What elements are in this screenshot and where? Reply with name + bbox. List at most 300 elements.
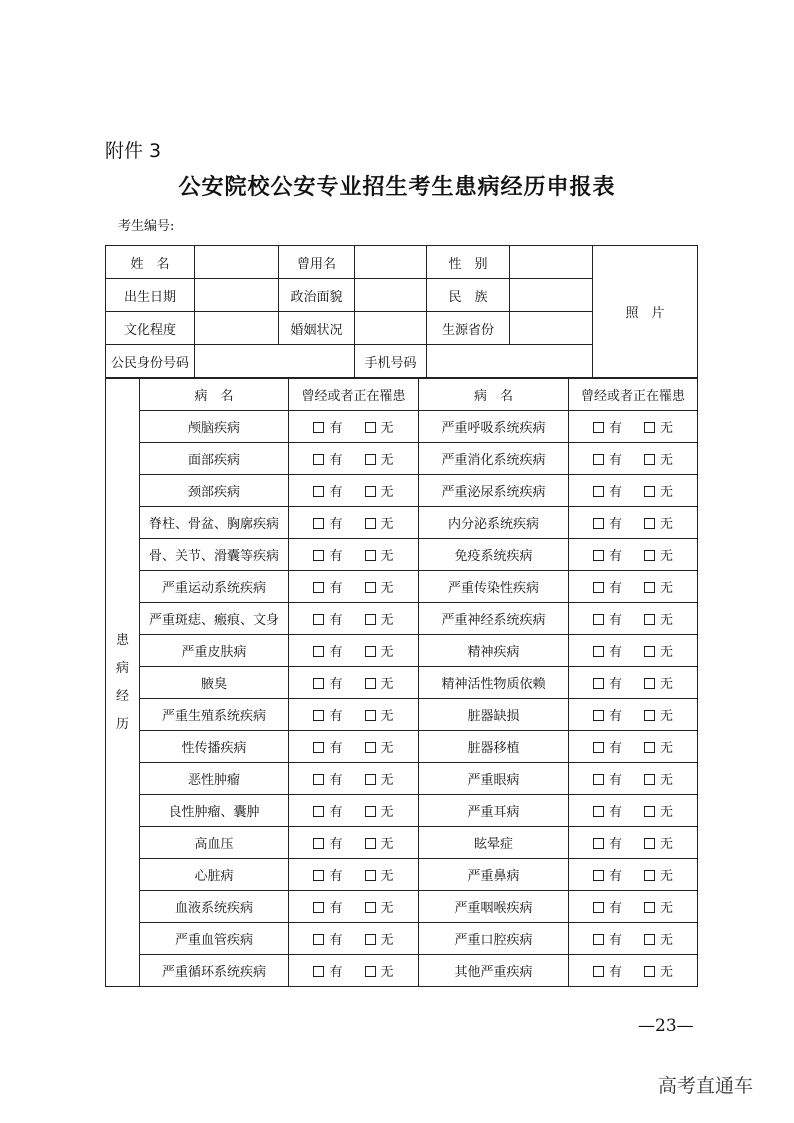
- checkbox-yes[interactable]: [313, 582, 324, 593]
- table-row: [106, 411, 698, 443]
- disease-name-header: 病 名: [419, 379, 569, 411]
- option-yes[interactable]: [593, 769, 622, 788]
- option-yes[interactable]: [593, 929, 622, 948]
- option-yes[interactable]: [593, 897, 622, 916]
- option-yes-label: 有: [608, 901, 622, 916]
- checkbox-yes[interactable]: [593, 934, 604, 945]
- checkbox-no[interactable]: [365, 774, 376, 785]
- right-status-cell: [569, 699, 698, 731]
- checkbox-no[interactable]: [644, 966, 655, 977]
- left-status-cell: [289, 475, 419, 507]
- disease-status-header: 曾经或者正在罹患: [289, 379, 419, 411]
- option-no[interactable]: [365, 481, 394, 500]
- right-status-cell: [569, 955, 698, 987]
- checkbox-no[interactable]: [365, 678, 376, 689]
- checkbox-no[interactable]: [365, 422, 376, 433]
- checkbox-yes[interactable]: [313, 678, 324, 689]
- origin-province-label: 生源省份: [427, 312, 510, 345]
- checkbox-yes[interactable]: [313, 742, 324, 753]
- option-no-label: 无: [660, 805, 674, 820]
- id-number-label: 公民身份号码: [106, 345, 195, 378]
- disease-name-left: 高血压: [140, 827, 289, 859]
- checkbox-no[interactable]: [365, 742, 376, 753]
- left-status-cell: [289, 891, 419, 923]
- option-no[interactable]: [365, 417, 394, 436]
- checkbox-no[interactable]: [644, 902, 655, 913]
- checkbox-no[interactable]: [644, 934, 655, 945]
- disease-name-right: 内分泌系统疾病: [419, 507, 569, 539]
- checkbox-yes[interactable]: [593, 422, 604, 433]
- left-status-cell: [289, 859, 419, 891]
- disease-name-left: 严重循环系统疾病: [140, 955, 289, 987]
- checkbox-no[interactable]: [644, 422, 655, 433]
- table-row: [106, 827, 698, 859]
- option-yes[interactable]: [313, 609, 342, 628]
- disease-name-right: 严重耳病: [419, 795, 569, 827]
- option-no[interactable]: [365, 449, 394, 468]
- checkbox-no[interactable]: [365, 870, 376, 881]
- former-name-label: 曾用名: [279, 246, 355, 279]
- checkbox-no[interactable]: [365, 934, 376, 945]
- option-no[interactable]: [644, 513, 673, 532]
- option-yes[interactable]: [593, 705, 622, 724]
- option-no[interactable]: [644, 801, 673, 820]
- checkbox-yes[interactable]: [313, 902, 324, 913]
- option-no-label: 无: [660, 933, 674, 948]
- option-yes-label: 有: [329, 517, 343, 532]
- right-status-cell: [569, 923, 698, 955]
- disease-name-right: 精神疾病: [419, 635, 569, 667]
- table-row: [106, 923, 698, 955]
- option-no[interactable]: [644, 865, 673, 884]
- option-yes-label: 有: [329, 549, 343, 564]
- option-yes[interactable]: [593, 865, 622, 884]
- left-status-cell: [289, 603, 419, 635]
- option-no-label: 无: [660, 741, 674, 756]
- left-status-cell: [289, 731, 419, 763]
- right-status-cell: [569, 891, 698, 923]
- disease-name-right: 免疫系统疾病: [419, 539, 569, 571]
- option-yes-label: 有: [329, 485, 343, 500]
- checkbox-yes[interactable]: [593, 454, 604, 465]
- option-yes[interactable]: [313, 769, 342, 788]
- checkbox-yes[interactable]: [313, 710, 324, 721]
- birth-date-field[interactable]: [195, 279, 279, 312]
- option-yes[interactable]: [593, 609, 622, 628]
- checkbox-yes[interactable]: [313, 806, 324, 817]
- checkbox-no[interactable]: [644, 838, 655, 849]
- option-yes-label: 有: [329, 709, 343, 724]
- left-status-cell: [289, 955, 419, 987]
- option-no[interactable]: [644, 577, 673, 596]
- option-yes[interactable]: [593, 737, 622, 756]
- disease-name-left: 性传播疾病: [140, 731, 289, 763]
- checkbox-yes[interactable]: [593, 774, 604, 785]
- option-no[interactable]: [365, 737, 394, 756]
- disease-name-right: 其他严重疾病: [419, 955, 569, 987]
- checkbox-yes[interactable]: [313, 934, 324, 945]
- option-yes[interactable]: [313, 929, 342, 948]
- exam-number-label: 考生编号:: [118, 219, 175, 234]
- right-status-cell: [569, 411, 698, 443]
- option-no[interactable]: [365, 673, 394, 692]
- option-yes-label: 有: [608, 645, 622, 660]
- option-yes[interactable]: [593, 577, 622, 596]
- option-no-label: 无: [660, 517, 674, 532]
- left-status-cell: [289, 699, 419, 731]
- option-no[interactable]: [644, 449, 673, 468]
- option-yes-label: 有: [329, 613, 343, 628]
- phone-label: 手机号码: [355, 345, 427, 378]
- option-no-label: 无: [380, 805, 394, 820]
- checkbox-yes[interactable]: [593, 550, 604, 561]
- table-row: [106, 699, 698, 731]
- checkbox-no[interactable]: [365, 454, 376, 465]
- political-status-label: 政治面貌: [279, 279, 355, 312]
- option-yes[interactable]: [593, 833, 622, 852]
- ethnicity-label: 民 族: [427, 279, 510, 312]
- gender-field[interactable]: [510, 246, 593, 279]
- side-label-char: 患: [115, 632, 129, 648]
- option-no[interactable]: [365, 961, 394, 980]
- left-status-cell: [289, 443, 419, 475]
- option-yes-label: 有: [329, 901, 343, 916]
- checkbox-yes[interactable]: [313, 518, 324, 529]
- option-yes-label: 有: [329, 677, 343, 692]
- option-yes[interactable]: [313, 897, 342, 916]
- option-no-label: 无: [660, 581, 674, 596]
- checkbox-yes[interactable]: [313, 486, 324, 497]
- option-no-label: 无: [380, 933, 394, 948]
- table-row: [106, 443, 698, 475]
- checkbox-no[interactable]: [365, 550, 376, 561]
- id-number-field[interactable]: [195, 345, 355, 378]
- checkbox-no[interactable]: [365, 582, 376, 593]
- checkbox-yes[interactable]: [313, 870, 324, 881]
- option-no-label: 无: [660, 965, 674, 980]
- right-status-cell: [569, 571, 698, 603]
- option-yes-label: 有: [329, 869, 343, 884]
- option-yes[interactable]: [313, 417, 342, 436]
- checkbox-no[interactable]: [644, 870, 655, 881]
- option-yes-label: 有: [329, 741, 343, 756]
- checkbox-yes[interactable]: [593, 902, 604, 913]
- disease-name-left: 面部疾病: [140, 443, 289, 475]
- option-yes[interactable]: [593, 417, 622, 436]
- disease-name-left: 心脏病: [140, 859, 289, 891]
- option-no-label: 无: [660, 613, 674, 628]
- option-yes[interactable]: [313, 577, 342, 596]
- table-row: [106, 763, 698, 795]
- disease-name-right: 精神活性物质依赖: [419, 667, 569, 699]
- disease-history-table: [105, 378, 698, 987]
- birth-date-label: 出生日期: [106, 279, 195, 312]
- checkbox-yes[interactable]: [313, 646, 324, 657]
- option-yes-label: 有: [329, 645, 343, 660]
- option-no-label: 无: [380, 837, 394, 852]
- table-row: [106, 635, 698, 667]
- option-no[interactable]: [365, 513, 394, 532]
- option-no[interactable]: [644, 481, 673, 500]
- checkbox-no[interactable]: [644, 582, 655, 593]
- right-status-cell: [569, 859, 698, 891]
- checkbox-yes[interactable]: [593, 486, 604, 497]
- marital-status-field[interactable]: [355, 312, 427, 345]
- option-no[interactable]: [365, 545, 394, 564]
- option-no[interactable]: [365, 705, 394, 724]
- option-no[interactable]: [644, 673, 673, 692]
- option-no[interactable]: [365, 929, 394, 948]
- option-no[interactable]: [365, 577, 394, 596]
- checkbox-yes[interactable]: [313, 838, 324, 849]
- brand-watermark: 高考直通车: [658, 1075, 754, 1097]
- checkbox-no[interactable]: [644, 678, 655, 689]
- option-no-label: 无: [380, 645, 394, 660]
- option-yes[interactable]: [313, 673, 342, 692]
- option-yes-label: 有: [329, 421, 343, 436]
- option-no-label: 无: [660, 453, 674, 468]
- table-row: [106, 891, 698, 923]
- checkbox-no[interactable]: [365, 806, 376, 817]
- checkbox-no[interactable]: [644, 614, 655, 625]
- checkbox-no[interactable]: [365, 902, 376, 913]
- option-yes[interactable]: [313, 545, 342, 564]
- option-yes[interactable]: [313, 801, 342, 820]
- option-yes-label: 有: [329, 837, 343, 852]
- checkbox-yes[interactable]: [313, 422, 324, 433]
- checkbox-no[interactable]: [644, 806, 655, 817]
- phone-field[interactable]: [427, 345, 593, 378]
- disease-name-right: 严重神经系统疾病: [419, 603, 569, 635]
- option-yes[interactable]: [313, 961, 342, 980]
- option-no[interactable]: [644, 897, 673, 916]
- option-yes[interactable]: [593, 961, 622, 980]
- option-no-label: 无: [380, 677, 394, 692]
- option-yes-label: 有: [608, 677, 622, 692]
- disease-name-left: 严重斑痣、瘢痕、文身: [140, 603, 289, 635]
- option-no-label: 无: [660, 709, 674, 724]
- checkbox-yes[interactable]: [313, 966, 324, 977]
- disease-name-left: 颈部疾病: [140, 475, 289, 507]
- checkbox-yes[interactable]: [593, 678, 604, 689]
- checkbox-yes[interactable]: [313, 550, 324, 561]
- option-no[interactable]: [644, 545, 673, 564]
- option-no[interactable]: [644, 641, 673, 660]
- left-status-cell: [289, 571, 419, 603]
- table-row: [106, 603, 698, 635]
- checkbox-no[interactable]: [365, 838, 376, 849]
- checkbox-no[interactable]: [644, 454, 655, 465]
- name-field[interactable]: [195, 246, 279, 279]
- checkbox-no[interactable]: [644, 518, 655, 529]
- option-yes[interactable]: [593, 641, 622, 660]
- right-status-cell: [569, 443, 698, 475]
- checkbox-no[interactable]: [644, 646, 655, 657]
- option-no-label: 无: [380, 549, 394, 564]
- option-no[interactable]: [644, 833, 673, 852]
- disease-name-left: 严重运动系统疾病: [140, 571, 289, 603]
- checkbox-yes[interactable]: [313, 614, 324, 625]
- option-yes[interactable]: [593, 513, 622, 532]
- right-status-cell: [569, 667, 698, 699]
- option-yes[interactable]: [313, 513, 342, 532]
- checkbox-yes[interactable]: [593, 710, 604, 721]
- option-no[interactable]: [365, 609, 394, 628]
- table-row: [106, 507, 698, 539]
- option-no[interactable]: [365, 865, 394, 884]
- option-yes[interactable]: [313, 705, 342, 724]
- option-yes-label: 有: [608, 581, 622, 596]
- option-no[interactable]: [365, 769, 394, 788]
- disease-name-right: 脏器缺损: [419, 699, 569, 731]
- side-label-char: 历: [115, 716, 129, 732]
- option-no-label: 无: [660, 901, 674, 916]
- disease-name-left: 脊柱、骨盆、胸廓疾病: [140, 507, 289, 539]
- checkbox-no[interactable]: [644, 710, 655, 721]
- option-yes-label: 有: [608, 837, 622, 852]
- former-name-field[interactable]: [355, 246, 427, 279]
- table-row: [106, 859, 698, 891]
- option-yes-label: 有: [608, 805, 622, 820]
- disease-name-left: 严重血管疾病: [140, 923, 289, 955]
- option-no-label: 无: [660, 773, 674, 788]
- checkbox-no[interactable]: [644, 774, 655, 785]
- checkbox-yes[interactable]: [593, 838, 604, 849]
- checkbox-yes[interactable]: [313, 454, 324, 465]
- option-no-label: 无: [380, 741, 394, 756]
- table-row: [106, 667, 698, 699]
- option-yes[interactable]: [313, 481, 342, 500]
- option-no-label: 无: [380, 709, 394, 724]
- checkbox-yes[interactable]: [593, 582, 604, 593]
- option-yes[interactable]: [593, 801, 622, 820]
- option-no-label: 无: [380, 613, 394, 628]
- table-row: [106, 571, 698, 603]
- option-yes-label: 有: [608, 517, 622, 532]
- left-status-cell: [289, 507, 419, 539]
- checkbox-yes[interactable]: [313, 774, 324, 785]
- option-no[interactable]: [644, 609, 673, 628]
- option-no-label: 无: [660, 677, 674, 692]
- name-label: 姓 名: [106, 246, 195, 279]
- option-no[interactable]: [365, 801, 394, 820]
- option-no-label: 无: [380, 773, 394, 788]
- education-field[interactable]: [195, 312, 279, 345]
- option-yes[interactable]: [313, 737, 342, 756]
- option-yes[interactable]: [593, 673, 622, 692]
- checkbox-yes[interactable]: [593, 806, 604, 817]
- checkbox-yes[interactable]: [593, 870, 604, 881]
- option-yes[interactable]: [313, 449, 342, 468]
- option-yes[interactable]: [593, 545, 622, 564]
- checkbox-yes[interactable]: [593, 518, 604, 529]
- disease-name-right: 严重消化系统疾病: [419, 443, 569, 475]
- option-yes-label: 有: [608, 869, 622, 884]
- option-yes-label: 有: [608, 709, 622, 724]
- option-no-label: 无: [660, 869, 674, 884]
- checkbox-no[interactable]: [644, 742, 655, 753]
- disease-name-left: 恶性肿瘤: [140, 763, 289, 795]
- political-status-field[interactable]: [355, 279, 427, 312]
- checkbox-yes[interactable]: [593, 966, 604, 977]
- option-no[interactable]: [644, 929, 673, 948]
- option-yes-label: 有: [608, 453, 622, 468]
- disease-name-right: 严重咽喉疾病: [419, 891, 569, 923]
- option-no-label: 无: [660, 485, 674, 500]
- marital-status-label: 婚姻状况: [279, 312, 355, 345]
- checkbox-no[interactable]: [365, 710, 376, 721]
- option-yes-label: 有: [608, 933, 622, 948]
- origin-province-field[interactable]: [510, 312, 593, 345]
- left-status-cell: [289, 923, 419, 955]
- checkbox-yes[interactable]: [593, 742, 604, 753]
- checkbox-yes[interactable]: [593, 614, 604, 625]
- option-no-label: 无: [380, 965, 394, 980]
- attachment-label: 附件 3: [105, 140, 162, 162]
- left-status-cell: [289, 635, 419, 667]
- option-no-label: 无: [660, 645, 674, 660]
- right-status-cell: [569, 507, 698, 539]
- checkbox-no[interactable]: [365, 614, 376, 625]
- option-yes-label: 有: [608, 741, 622, 756]
- option-no[interactable]: [365, 897, 394, 916]
- option-no[interactable]: [644, 769, 673, 788]
- right-status-cell: [569, 763, 698, 795]
- option-yes[interactable]: [593, 481, 622, 500]
- option-no-label: 无: [660, 421, 674, 436]
- option-no[interactable]: [644, 417, 673, 436]
- checkbox-yes[interactable]: [593, 646, 604, 657]
- right-status-cell: [569, 539, 698, 571]
- right-status-cell: [569, 635, 698, 667]
- option-yes[interactable]: [313, 833, 342, 852]
- option-yes-label: 有: [329, 773, 343, 788]
- checkbox-no[interactable]: [365, 518, 376, 529]
- photo-box: 照 片: [593, 246, 698, 378]
- option-yes-label: 有: [608, 965, 622, 980]
- option-no[interactable]: [644, 737, 673, 756]
- right-status-cell: [569, 731, 698, 763]
- ethnicity-field[interactable]: [510, 279, 593, 312]
- option-no[interactable]: [644, 705, 673, 724]
- checkbox-no[interactable]: [365, 646, 376, 657]
- checkbox-no[interactable]: [365, 966, 376, 977]
- option-no-label: 无: [380, 421, 394, 436]
- option-no-label: 无: [380, 901, 394, 916]
- checkbox-no[interactable]: [644, 486, 655, 497]
- table-row: [106, 731, 698, 763]
- option-no[interactable]: [365, 641, 394, 660]
- option-no[interactable]: [644, 961, 673, 980]
- form-title: 公安院校公安专业招生考生患病经历申报表: [178, 175, 616, 200]
- right-status-cell: [569, 603, 698, 635]
- disease-status-header: 曾经或者正在罹患: [569, 379, 698, 411]
- checkbox-no[interactable]: [365, 486, 376, 497]
- checkbox-no[interactable]: [644, 550, 655, 561]
- option-no-label: 无: [660, 837, 674, 852]
- right-status-cell: [569, 827, 698, 859]
- disease-name-left: 腋臭: [140, 667, 289, 699]
- disease-name-right: 严重传染性疾病: [419, 571, 569, 603]
- option-no[interactable]: [365, 833, 394, 852]
- left-status-cell: [289, 795, 419, 827]
- option-yes[interactable]: [593, 449, 622, 468]
- option-yes[interactable]: [313, 865, 342, 884]
- disease-name-right: 眩晕症: [419, 827, 569, 859]
- left-status-cell: [289, 411, 419, 443]
- option-yes[interactable]: [313, 641, 342, 660]
- table-row: [106, 795, 698, 827]
